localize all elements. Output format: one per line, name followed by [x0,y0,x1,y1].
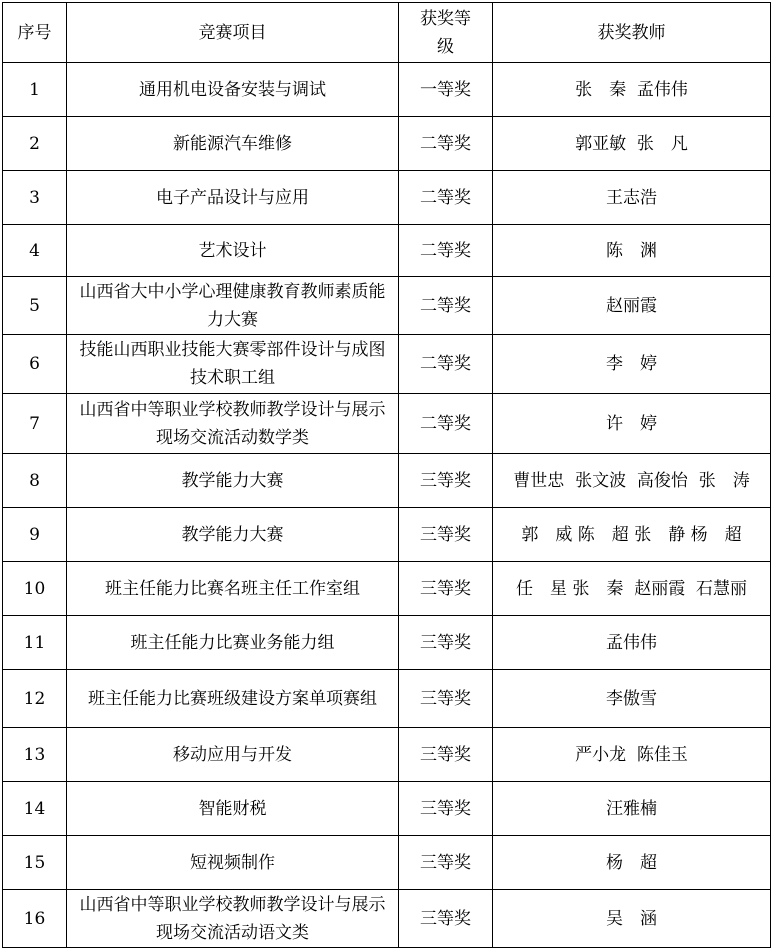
row-teachers: 任 星 张 秦 赵丽霞 石慧丽 [493,562,771,616]
row-project: 教学能力大赛 [67,508,399,562]
row-project: 移动应用与开发 [67,728,399,782]
row-number: 6 [3,335,67,394]
row-project: 山西省大中小学心理健康教育教师素质能力大赛 [67,277,399,335]
row-award-level: 二等奖 [399,277,493,335]
header-no: 序号 [3,3,67,63]
table-row [3,63,771,117]
row-number: 11 [3,616,67,670]
table-row [3,836,771,890]
header-level: 获奖等级 [399,3,493,63]
row-award-level: 二等奖 [399,171,493,225]
table-row [3,117,771,171]
row-teachers: 郭亚敏 张 凡 [493,117,771,171]
row-number: 9 [3,508,67,562]
row-award-level: 三等奖 [399,508,493,562]
header-row [3,3,771,63]
table-row [3,562,771,616]
row-number: 3 [3,171,67,225]
table-row [3,171,771,225]
table-row [3,225,771,277]
row-teachers: 王志浩 [493,171,771,225]
row-project: 山西省中等职业学校教师教学设计与展示现场交流活动语文类 [67,890,399,948]
row-teachers: 曹世忠 张文波 高俊怡 张 涛 [493,454,771,508]
row-award-level: 三等奖 [399,616,493,670]
row-teachers: 严小龙 陈佳玉 [493,728,771,782]
row-teachers: 吴 涵 [493,890,771,948]
row-number: 2 [3,117,67,171]
row-number: 12 [3,670,67,728]
table-row [3,335,771,394]
awards-table [2,2,771,948]
row-award-level: 三等奖 [399,836,493,890]
row-project: 班主任能力比赛业务能力组 [67,616,399,670]
row-project: 班主任能力比赛班级建设方案单项赛组 [67,670,399,728]
row-project: 短视频制作 [67,836,399,890]
row-number: 4 [3,225,67,277]
row-award-level: 三等奖 [399,454,493,508]
row-project: 智能财税 [67,782,399,836]
row-award-level: 三等奖 [399,782,493,836]
row-award-level: 二等奖 [399,335,493,394]
row-number: 8 [3,454,67,508]
table-row [3,616,771,670]
row-teachers: 张 秦 孟伟伟 [493,63,771,117]
table-row [3,782,771,836]
row-award-level: 三等奖 [399,670,493,728]
row-number: 7 [3,394,67,454]
row-award-level: 二等奖 [399,394,493,454]
row-number: 15 [3,836,67,890]
row-award-level: 三等奖 [399,562,493,616]
row-project: 班主任能力比赛名班主任工作室组 [67,562,399,616]
table-row [3,890,771,948]
row-number: 14 [3,782,67,836]
row-number: 5 [3,277,67,335]
row-project: 山西省中等职业学校教师教学设计与展示现场交流活动数学类 [67,394,399,454]
row-project: 新能源汽车维修 [67,117,399,171]
row-project: 艺术设计 [67,225,399,277]
table-row [3,508,771,562]
row-teachers: 孟伟伟 [493,616,771,670]
row-award-level: 三等奖 [399,890,493,948]
row-teachers: 陈 渊 [493,225,771,277]
row-award-level: 二等奖 [399,117,493,171]
row-teachers: 赵丽霞 [493,277,771,335]
row-teachers: 李傲雪 [493,670,771,728]
row-number: 10 [3,562,67,616]
table-row [3,670,771,728]
row-teachers: 杨 超 [493,836,771,890]
row-project: 通用机电设备安装与调试 [67,63,399,117]
row-teachers: 李 婷 [493,335,771,394]
row-award-level: 二等奖 [399,225,493,277]
row-teachers: 许 婷 [493,394,771,454]
header-teachers: 获奖教师 [493,3,771,63]
row-number: 16 [3,890,67,948]
table-body [3,63,771,948]
table-row [3,277,771,335]
table-row [3,394,771,454]
row-teachers: 汪雅楠 [493,782,771,836]
row-project: 技能山西职业技能大赛零部件设计与成图技术职工组 [67,335,399,394]
row-award-level: 一等奖 [399,63,493,117]
row-number: 1 [3,63,67,117]
row-teachers: 郭 威 陈 超 张 静 杨 超 [493,508,771,562]
row-project: 电子产品设计与应用 [67,171,399,225]
row-project: 教学能力大赛 [67,454,399,508]
row-award-level: 三等奖 [399,728,493,782]
header-project: 竞赛项目 [67,3,399,63]
table-row [3,454,771,508]
row-number: 13 [3,728,67,782]
table-row [3,728,771,782]
